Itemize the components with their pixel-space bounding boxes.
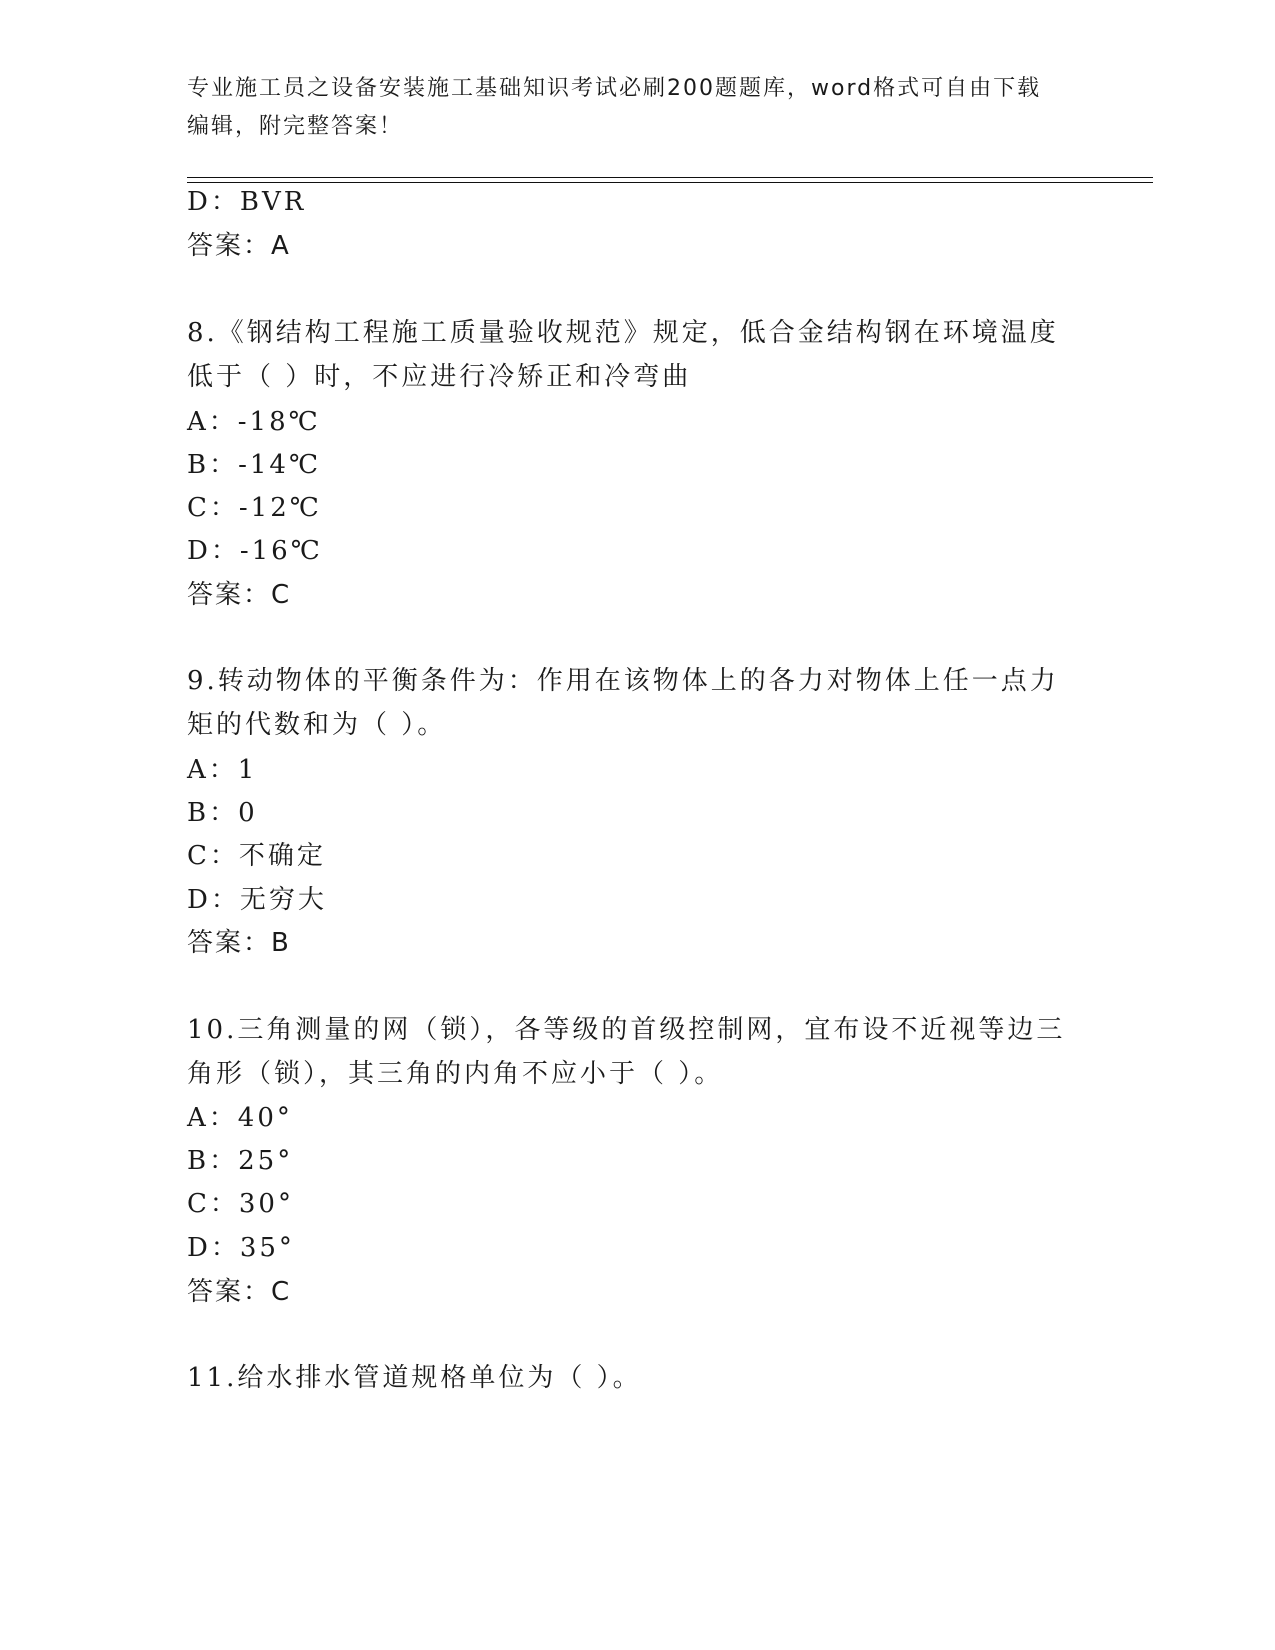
q10-answer: 答案：C	[187, 1277, 292, 1307]
header-title-line-1: 专业施工员之设备安装施工基础知识考试必刷200题题库，word格式可自由下载	[187, 76, 1042, 101]
q7-option-d: D：BVR	[187, 187, 307, 217]
q9-answer: 答案：B	[187, 928, 291, 958]
q8-option-d: D：-16℃	[187, 536, 323, 566]
q9-option-a: A：1	[187, 755, 258, 785]
q8-option-c: C：-12℃	[187, 493, 322, 523]
q9-stem-line-1: 9.转动物体的平衡条件为：作用在该物体上的各力对物体上任一点力	[187, 666, 1059, 696]
q10-stem-line-1: 10.三角测量的网（锁），各等级的首级控制网，宜布设不近视等边三	[187, 1015, 1066, 1045]
q9-option-b: B：0	[187, 798, 258, 828]
q10-option-c: C：30°	[187, 1189, 294, 1219]
q8-stem-line-1: 8.《钢结构工程施工质量验收规范》规定，低合金结构钢在环境温度	[187, 318, 1059, 348]
q10-option-b: B：25°	[187, 1146, 294, 1176]
q10-option-a: A：40°	[187, 1103, 293, 1133]
q9-stem-line-2: 矩的代数和为（ ）。	[187, 710, 447, 740]
q8-stem-line-2: 低于（ ）时，不应进行冷矫正和冷弯曲	[187, 362, 692, 392]
document-header	[187, 70, 1067, 146]
q10-option-d: D：35°	[187, 1233, 295, 1263]
header-divider-top	[187, 177, 1153, 178]
header-divider-bottom	[187, 182, 1153, 183]
q9-option-d: D：无穷大	[187, 885, 327, 915]
q8-option-b: B：-14℃	[187, 450, 322, 480]
header-title-line-2: 编辑，附完整答案！	[187, 114, 404, 139]
q8-option-a: A：-18℃	[187, 407, 321, 437]
q11-stem-line-1: 11.给水排水管道规格单位为（ ）。	[187, 1363, 642, 1393]
q8-answer: 答案：C	[187, 580, 292, 610]
q9-option-c: C：不确定	[187, 841, 326, 871]
q10-stem-line-2: 角形（锁），其三角的内角不应小于（ ）。	[187, 1059, 724, 1089]
q7-answer: 答案：A	[187, 231, 291, 261]
